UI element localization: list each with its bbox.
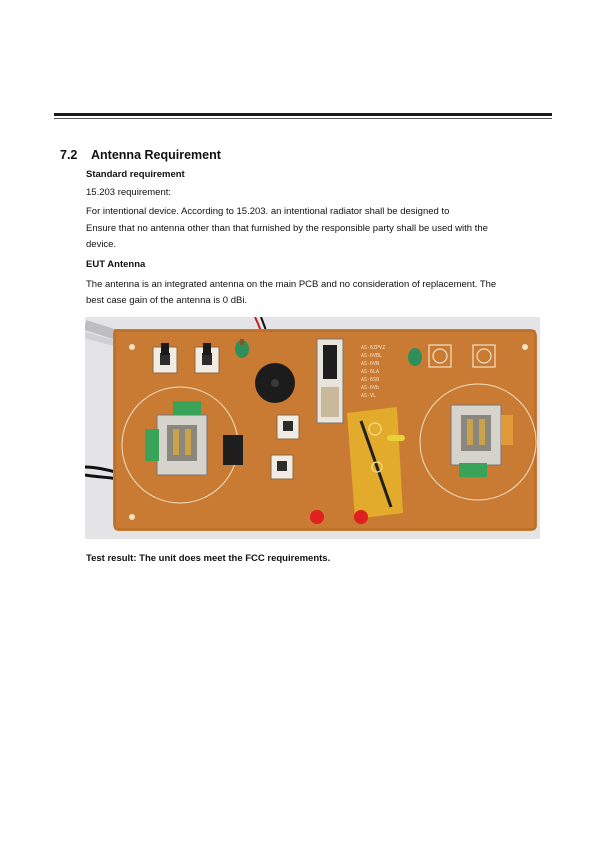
standard-line-4: device.	[86, 239, 117, 250]
section-number: 7.2	[60, 148, 78, 162]
standard-line-2: For intentional device. According to 15.203. an intentional radiator shall be designed to	[86, 206, 450, 217]
eut-antenna-heading: EUT Antenna	[86, 259, 146, 270]
header-rule-thin	[54, 118, 552, 119]
eut-line-2: best case gain of the antenna is 0 dBi.	[86, 295, 248, 306]
standard-requirement-heading: Standard requirement	[86, 169, 185, 180]
pcb-photo	[85, 317, 540, 539]
svg-text:AS-VL: AS-VL	[361, 393, 377, 399]
section-title: Antenna Requirement	[91, 148, 221, 162]
header-rule	[54, 113, 552, 116]
svg-text:AS-6VN: AS-6VN	[361, 361, 380, 367]
svg-text:AS-6VBL: AS-6VBL	[361, 353, 383, 359]
test-result: Test result: The unit does meet the FCC requirements.	[86, 553, 331, 564]
svg-text:AS-6Vb: AS-6Vb	[361, 385, 380, 391]
eut-line-1: The antenna is an integrated antenna on the main PCB and no consideration of replacement. The	[86, 279, 497, 290]
section-heading	[60, 148, 221, 162]
svg-text:AS-6ZPVZ: AS-6ZPVZ	[361, 345, 386, 351]
svg-text:AS-6LA: AS-6LA	[361, 369, 380, 375]
standard-line-3: Ensure that no antenna other than that furnished by the responsible party shall be used with the	[86, 223, 488, 234]
svg-text:AS-6S0: AS-6S0	[361, 377, 380, 383]
standard-line-1: 15.203 requirement:	[86, 187, 172, 198]
